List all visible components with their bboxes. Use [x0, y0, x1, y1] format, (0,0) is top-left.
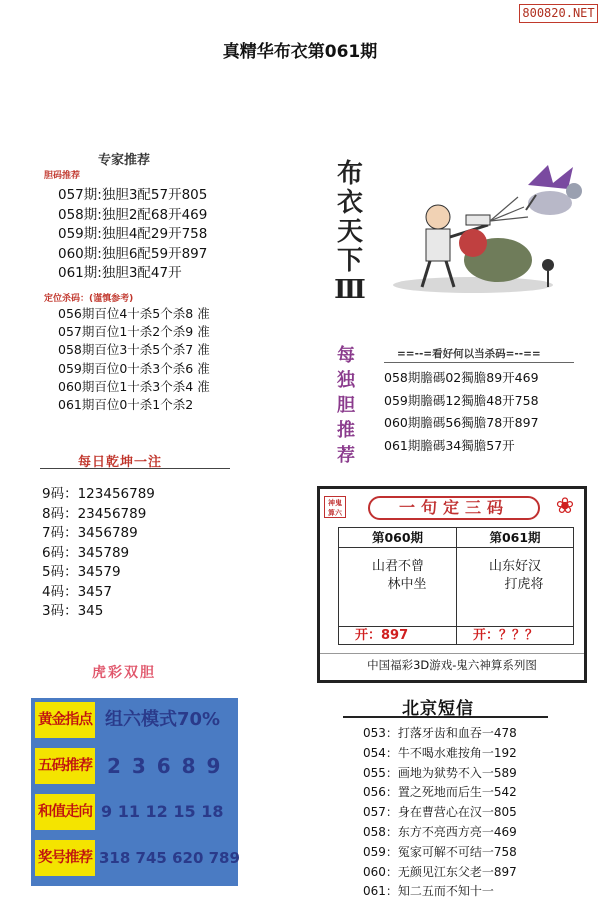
- tiger-row-label: 奖号推荐: [35, 840, 95, 876]
- buyi-char: 下: [336, 246, 363, 276]
- dan-char: 胆: [337, 395, 355, 416]
- daily-divider: [40, 468, 230, 469]
- beijing-line: 060：无颜见江东父老一897: [363, 864, 517, 879]
- card-footer: 中国福彩3D游戏-鬼六神算系列图: [367, 658, 537, 672]
- tiger-heading: 虎彩双胆: [92, 665, 156, 681]
- prediction-card: [317, 486, 587, 683]
- dan-heading: ==--=看好何以当杀码=--==: [397, 348, 541, 360]
- expert-line: 057期:独胆3配57开805: [58, 187, 208, 203]
- tiger-row-label: 黄金指点: [35, 702, 95, 738]
- kill-line: 061期百位0十杀1个杀2: [58, 397, 194, 413]
- card-col2-line: 打虎将: [504, 577, 544, 592]
- card-col1-line: 林中坐: [387, 577, 427, 592]
- dan-vertical-title: [333, 343, 359, 468]
- card-col2-head: 第061期: [457, 528, 573, 548]
- card-col1-text: [339, 558, 457, 594]
- creature-icon: [459, 215, 532, 282]
- buyi-char: 天: [336, 217, 363, 247]
- beijing-line: 053：打落牙齿和血吞一478: [363, 726, 517, 740]
- tiger-row-value: 组六模式70%: [105, 709, 221, 730]
- dan-char: 每: [337, 345, 355, 366]
- daily-line: 7码：3456789: [42, 525, 138, 541]
- card-col1-result: 开：897: [339, 626, 457, 646]
- dan-line: 061期膽碼34獨膽57开: [384, 437, 515, 453]
- page-title: 真精华布衣第061期: [222, 42, 378, 62]
- beijing-list: [363, 724, 517, 902]
- expert-line: 059期:独胆4配29开758: [58, 226, 208, 242]
- kill-line: 059期百位0十杀3个杀6 准: [58, 360, 210, 376]
- beijing-line: 059：冤家可解不可结一758: [363, 844, 517, 859]
- cartoon-illustration: [378, 155, 588, 300]
- daily-line: 4码：3457: [42, 583, 112, 600]
- buyi-char: 布: [336, 159, 363, 189]
- card-col2-result: 开：？？？: [457, 626, 573, 646]
- card-col1-head: 第060期: [339, 528, 457, 548]
- tiger-row-value: 2 3 6 8 9: [107, 754, 223, 778]
- kill-line: 056期百位4十杀5个杀8 准: [58, 306, 210, 321]
- daily-list: [42, 485, 155, 622]
- daily-line: 5码：34579: [42, 564, 121, 580]
- beijing-line: 061：知二五而不知十一: [363, 884, 494, 899]
- card-table: [338, 527, 574, 645]
- kill-line: 060期百位1十杀3个杀4 准: [58, 378, 210, 394]
- buyi-char: Ⅲ: [334, 275, 366, 305]
- daily-line: 9码：123456789: [42, 486, 155, 502]
- dan-line: 060期膽碼56獨膽78开897: [384, 415, 539, 430]
- daily-line: 6码：345789: [42, 544, 130, 561]
- card-banner: 一句定三码: [368, 496, 540, 520]
- dan-divider: [384, 362, 574, 363]
- beijing-line: 058：东方不亮西方亮一469: [363, 824, 517, 839]
- daily-line: 3码：345: [42, 603, 104, 619]
- beijing-line: 054：牛不喝水难按角一192: [363, 745, 517, 760]
- tiger-row-label: 和值走向: [35, 794, 95, 830]
- expert-heading: 专家推荐: [98, 153, 151, 168]
- tiger-panel: [31, 698, 238, 886]
- seal-stamp: 神鬼算六: [324, 496, 346, 518]
- card-col1-line: 山君不曾: [371, 559, 424, 574]
- daily-line: 8码：23456789: [42, 505, 147, 522]
- dan-char: 推: [337, 420, 355, 441]
- dan-line: 058期膽碼02獨膽89开469: [384, 370, 539, 385]
- buyi-char: 衣: [336, 188, 363, 218]
- tiger-row-value: 318 745 620 789: [99, 849, 240, 867]
- expert-line: 060期:独胆6配59开897: [58, 245, 208, 262]
- dan-line: 059期膽碼12獨膽48开758: [384, 392, 539, 408]
- beijing-heading: 北京短信: [402, 699, 474, 719]
- beijing-line: 057：身在曹营心在汉一805: [363, 805, 517, 820]
- card-footer-divider: [320, 653, 584, 654]
- dragon-icon: [526, 165, 582, 215]
- expert-sub-label: 胆码推荐: [44, 171, 81, 181]
- kill-label: 定位杀码：(谨慎参考): [44, 294, 134, 304]
- tiger-row: [31, 748, 238, 789]
- card-col2-line: 山东好汉: [488, 559, 541, 574]
- kill-list: [58, 305, 210, 414]
- expert-line: 061期:独胆3配47开: [58, 265, 182, 281]
- expert-line: 058期:独胆2配68开469: [58, 206, 208, 223]
- kill-line: 058期百位3十杀5个杀7 准: [58, 342, 210, 358]
- tiger-row: [31, 794, 238, 835]
- daily-heading: 每日乾坤一注: [78, 455, 163, 470]
- tiger-row: [31, 840, 238, 881]
- buyi-vertical-title: [333, 160, 367, 305]
- dan-char: 独: [337, 370, 355, 391]
- card-col2-text: [457, 558, 573, 594]
- beijing-divider: [343, 716, 548, 718]
- kill-line: 057期百位1十杀2个杀9 准: [58, 324, 210, 340]
- tiger-row-value: 9 11 12 15 18: [101, 802, 224, 821]
- dan-list: [384, 367, 539, 457]
- dan-char: 荐: [337, 445, 355, 466]
- lottery-logo-icon: ❀: [555, 494, 575, 519]
- site-badge: 800820.NET: [519, 4, 598, 23]
- expert-list: [58, 186, 207, 284]
- beijing-line: 055：画地为狱势不入一589: [363, 765, 517, 780]
- beijing-line: 056：置之死地而后生一542: [363, 785, 517, 800]
- tiger-row-label: 五码推荐: [35, 748, 95, 784]
- tiger-row: [31, 702, 238, 743]
